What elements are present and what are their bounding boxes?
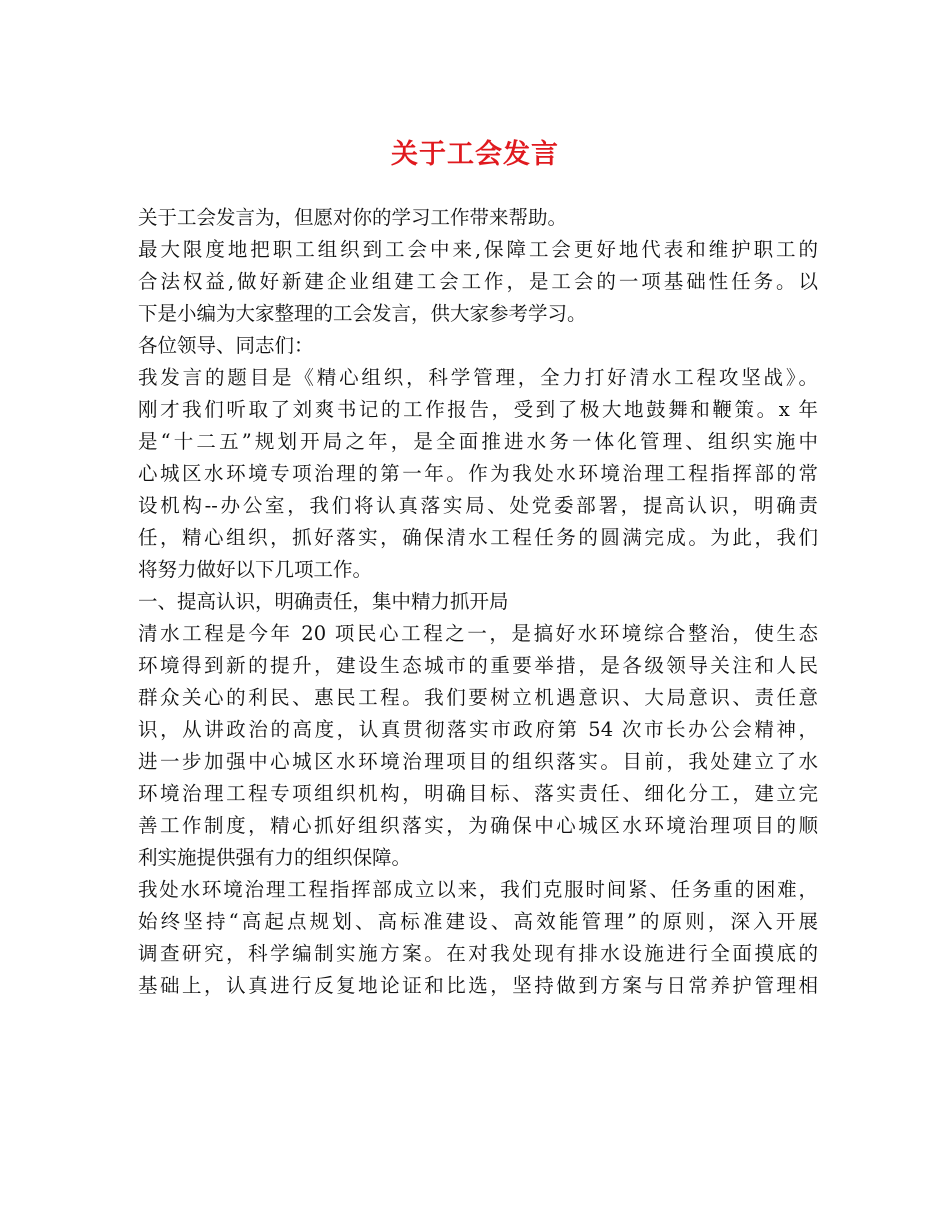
body-line: 刚才我们听取了刘爽书记的工作报告，受到了极大地鼓舞和鞭策。x 年 [138, 398, 818, 421]
body-line: 利实施提供强有力的组织保障。 [138, 846, 412, 869]
body-line: 任，精心组织，抓好落实，确保清水工程任务的圆满完成。为此，我们 [138, 526, 818, 549]
body-line: 清水工程是今年 20 项民心工程之一，是搞好水环境综合整治，使生态 [138, 622, 818, 645]
body-line: 基础上，认真进行反复地论证和比选，坚持做到方案与日常养护管理相 [138, 974, 818, 997]
body-line: 始终坚持“高起点规划、高标准建设、高效能管理”的原则，深入开展 [138, 910, 818, 933]
body-line: 各位领导、同志们： [138, 334, 314, 357]
body-line: 环境治理工程专项组织机构，明确目标、落实责任、细化分工，建立完 [138, 782, 818, 805]
body-line: 一、提高认识，明确责任，集中精力抓开局 [138, 590, 509, 613]
body-line: 善工作制度，精心抓好组织落实，为确保中心城区水环境治理项目的顺 [138, 814, 818, 837]
body-line: 设机构--办公室，我们将认真落实局、处党委部署，提高认识，明确责 [138, 494, 818, 517]
body-line: 是“十二五”规划开局之年，是全面推进水务一体化管理、组织实施中 [138, 430, 818, 453]
body-line: 环境得到新的提升，建设生态城市的重要举措，是各级领导关注和人民 [138, 654, 818, 677]
body-line: 识，从讲政治的高度，认真贯彻落实市政府第 54 次市长办公会精神， [138, 718, 818, 741]
body-line: 进一步加强中心城区水环境治理项目的组织落实。目前，我处建立了水 [138, 750, 818, 773]
body-line: 合法权益,做好新建企业组建工会工作，是工会的一项基础性任务。以 [138, 270, 818, 293]
document-body [138, 202, 818, 1002]
body-line: 群众关心的利民、惠民工程。我们要树立机遇意识、大局意识、责任意 [138, 686, 818, 709]
body-line: 我发言的题目是《精心组织，科学管理，全力打好清水工程攻坚战》。 [138, 366, 818, 389]
body-line: 心城区水环境专项治理的第一年。作为我处水环境治理工程指挥部的常 [138, 462, 818, 485]
body-line: 调查研究，科学编制实施方案。在对我处现有排水设施进行全面摸底的 [138, 942, 818, 965]
body-line: 最大限度地把职工组织到工会中来,保障工会更好地代表和维护职工的 [138, 238, 818, 261]
body-line: 关于工会发言为，但愿对你的学习工作带来帮助。 [138, 206, 568, 229]
body-line: 下是小编为大家整理的工会发言，供大家参考学习。 [138, 302, 587, 325]
body-line: 我处水环境治理工程指挥部成立以来，我们克服时间紧、任务重的困难， [138, 878, 818, 901]
document-title: 关于工会发言 [391, 139, 559, 170]
body-line: 将努力做好以下几项工作。 [138, 558, 373, 581]
